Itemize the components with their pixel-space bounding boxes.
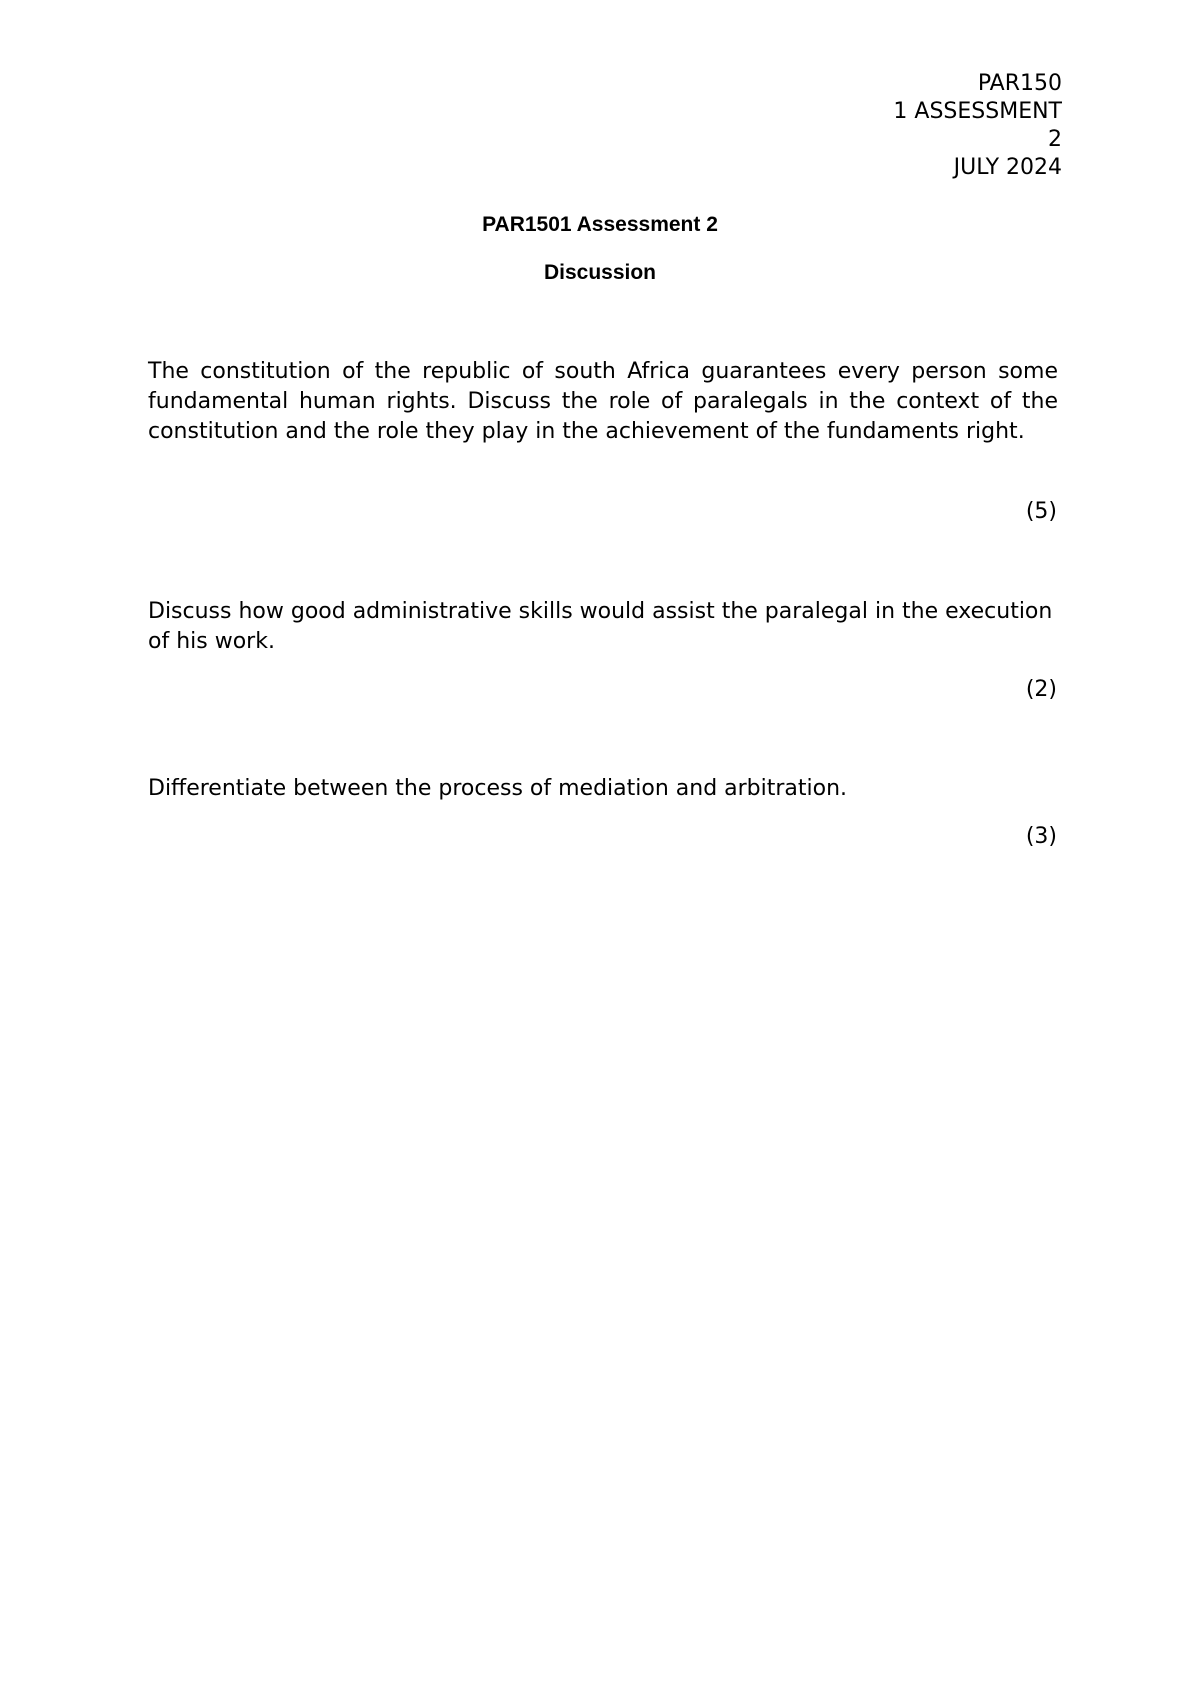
question-3-text: Differentiate between the process of mediation and arbitration. (148, 776, 848, 801)
question-2-marks: (2) (1025, 677, 1057, 702)
page-subtitle: Discussion (543, 261, 657, 284)
header-line-course-code: PAR150 (977, 71, 1062, 96)
question-2-text: Discuss how good administrative skills would assist the paralegal in the execution of his work. (148, 599, 1053, 654)
question-3-marks: (3) (1025, 824, 1057, 849)
header-line-number: 2 (1048, 127, 1062, 152)
document-header (762, 70, 1062, 182)
question-1-marks: (5) (1025, 499, 1057, 524)
page-title: PAR1501 Assessment 2 (482, 213, 718, 236)
header-line-date: JULY 2024 (953, 155, 1062, 180)
header-line-assessment: 1 ASSESSMENT (893, 99, 1062, 124)
question-1-text: The constitution of the republic of south Africa guarantees every person some fundamental human rights. Discuss the role of paralegals in the context of the constitution and the role they play in the achievement of the fundaments right. (148, 359, 1058, 444)
